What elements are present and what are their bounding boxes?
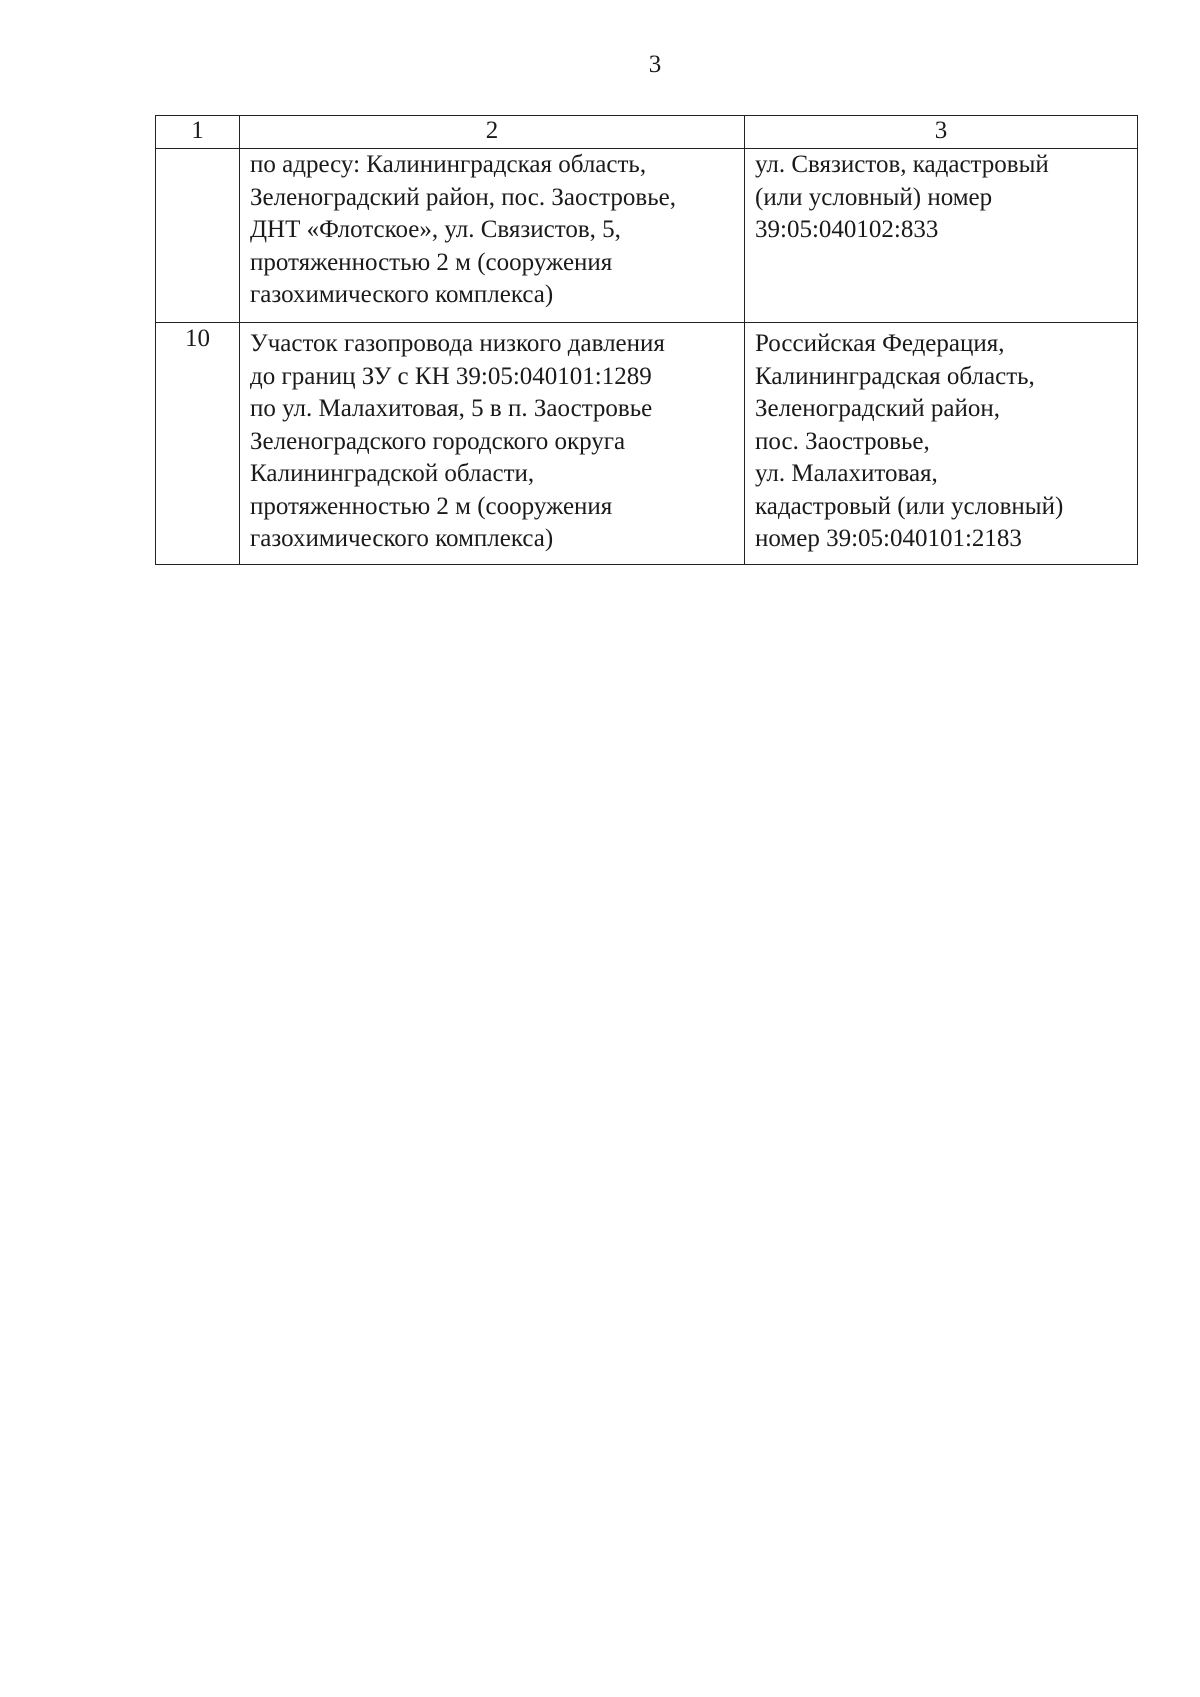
table-row bbox=[156, 323, 1138, 565]
address-line: Зеленоградский район, bbox=[755, 395, 1000, 422]
object-description-cell bbox=[240, 323, 745, 565]
address-line: пос. Заостровье, bbox=[755, 427, 930, 455]
description-line: до границ ЗУ с КН 39:05:040101:1289 bbox=[250, 362, 652, 390]
address-line: номер 39:05:040101:2183 bbox=[755, 525, 1022, 552]
address-line: ул. Малахитовая, bbox=[755, 460, 938, 487]
description-line: Зеленоградский район, пос. Заостровье, bbox=[250, 183, 676, 211]
registry-table bbox=[155, 115, 1138, 565]
row-number: 10 bbox=[156, 323, 240, 565]
object-description-cell bbox=[240, 149, 745, 323]
address-line: 39:05:040102:833 bbox=[755, 216, 939, 243]
description-line: ДНТ «Флотское», ул. Связистов, 5, bbox=[250, 216, 621, 243]
table-row bbox=[156, 149, 1138, 323]
column-header-3: 3 bbox=[745, 116, 1138, 149]
description-line: протяженностью 2 м (сооружения bbox=[250, 248, 613, 276]
description-line: Калининградской области, bbox=[250, 460, 535, 487]
object-address-cell bbox=[745, 149, 1138, 323]
description-line: протяженностью 2 м (сооружения bbox=[250, 492, 613, 520]
page-number: 3 bbox=[648, 51, 662, 78]
description-line: Зеленоградского городского округа bbox=[250, 427, 626, 455]
header-row bbox=[156, 116, 1138, 149]
description-line: Участок газопровода низкого давления bbox=[250, 330, 665, 357]
description-line: по адресу: Калининградская область, bbox=[250, 151, 647, 178]
address-line: ул. Связистов, кадастровый bbox=[755, 151, 1049, 178]
description-line: газохимического комплекса) bbox=[250, 281, 554, 308]
address-line: кадастровый (или условный) bbox=[755, 492, 1064, 520]
address-line: (или условный) номер bbox=[755, 183, 993, 211]
address-line: Калининградская область, bbox=[755, 362, 1035, 390]
column-header-2: 2 bbox=[240, 116, 745, 149]
description-line: по ул. Малахитовая, 5 в п. Заостровье bbox=[250, 395, 653, 422]
description-line: газохимического комплекса) bbox=[250, 525, 554, 552]
table-body bbox=[156, 149, 1138, 565]
object-address-cell bbox=[745, 323, 1138, 565]
row-number bbox=[156, 149, 240, 323]
address-line: Российская Федерация, bbox=[755, 330, 1005, 357]
table-header bbox=[156, 116, 1138, 149]
column-header-1: 1 bbox=[156, 116, 240, 149]
